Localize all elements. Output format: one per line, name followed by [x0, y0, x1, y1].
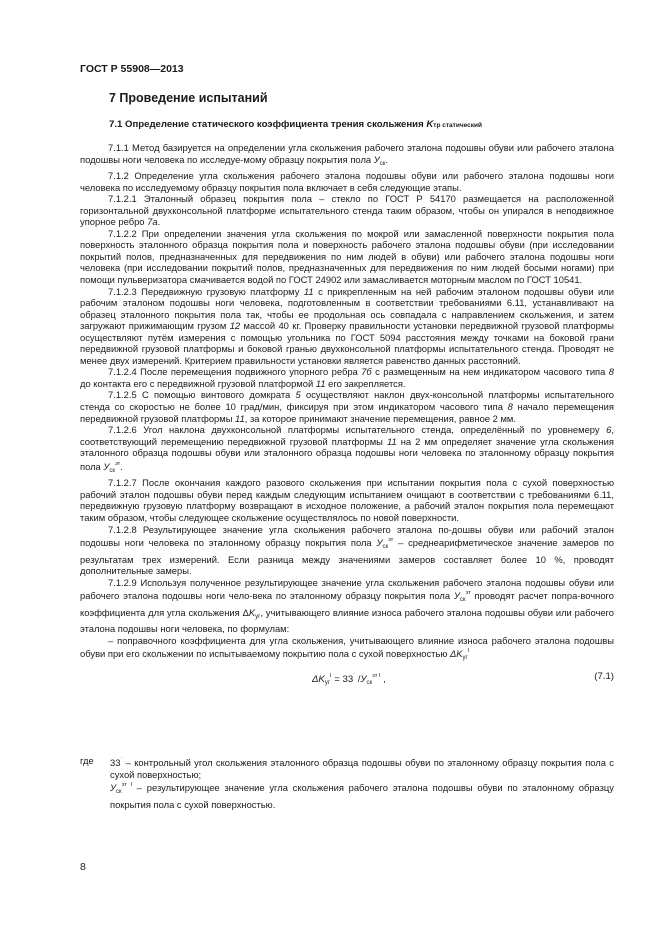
dash-item: – поправочного коэффициента для угла скольжения, учитывающего влияние износа рабочего эталона подошвы обуви при его скольжении по испытываемому покрытию пола с сухой поверхностью $\Delta K_{уг}^I$ [80, 634, 614, 662]
subsection-title-text: 7.1 Определение статического коэффициента трения скольжения [109, 119, 427, 130]
paragraph-7-1-1: 7.1.1 Метод базируется на определении угла скольжения рабочего эталона подошвы обуви или рабочего эталона подошвы ноги человека по исследуе-мому образцу покрытия пола $У_{ск}$. [80, 142, 614, 167]
paragraph-7-1-2-9: 7.1.2.9 Используя полученное результирующее значение угла скольжения рабочего эталона подошвы обуви или рабочего эталона подошвы ноги чело-века по эталонному образцу покрытия пола $У_{ск}^{эт}$ проводят расчет попра-вочного коэффициента для угла скольжения $\Delta K_{уг}$, учитывающего влияние износа рабочего эталона подошвы обуви или рабочего эталона подошвы ноги человека, по формулам: [80, 576, 614, 635]
paragraph-7-1-2-2: 7.1.2.2 При определении значения угла скольжения по мокрой или замасленной поверхности покрытия пола поверхность эталонного образца покрытия пола и поверхность рабочего эталона подошвы обуви (при исследовании покрытий полов, предназначенных для передвижения по ним людей в обуви) или рабочего эталона подошвы ноги человека (при исследовании покрытий полов, предназначенных для передвижения по ним людей босыми ногами) при помощи пульверизатора смачивается водой по ГОСТ 24902 или замасливается моторным маслом по ГОСТ 10541. [80, 227, 614, 286]
legend-item-1: $33^ˈ$ – контрольный угол скольжения эталонного образца подошвы обуви по эталонному образцу покрытия пола с сухой поверхностью; [110, 757, 614, 780]
paragraph-7-1-2-5: 7.1.2.5 С помощью винтового домкрата 5 осуществляют наклон двух-консольной платформы испытательного стенда со скоростью не более 10 град/мин, фиксируя при этом индикатором часового типа 8 начало перемещения передвижной грузовой платформы 11, за которое принимают значение перемещения, равное 2 мм. [80, 389, 614, 424]
section-title: 7 Проведение испытаний [109, 91, 268, 105]
paragraph-7-1-2-8: 7.1.2.8 Результирующее значение угла скольжения рабочего эталона по-дошвы обуви или рабочий эталон подошвы ноги человека по эталонному образцу покрытия пола $У_{ск}^{эт}$ – среднеарифметическое значение замеров по результатам трех измерений. Если разница между значениями замеров составляет более 10 %, проводят дополнительные замеры. [80, 523, 614, 577]
where-label: где [80, 755, 94, 766]
paragraph-7-1-2-7: 7.1.2.7 После окончания каждого разового скольжения при испытании покрытия пола с сухой поверхностью рабочий эталон подошвы обуви перед каждым следующим испытанием очищают в соответствии с требованиями 6.11, передвижную грузовую платформу возвращают в исходное положение, а рабочий эталон покрытия пола перемещают таким образом, чтобы следующее скольжение осуществлялось по новой поверхности. [80, 477, 614, 523]
formula-expression: $\Delta K_{уг}^I = 33^ˈ$ $/У_{ск}^{эт I}$ , [312, 672, 386, 686]
paragraph-7-1-2-1: 7.1.2.1 Эталонный образец покрытия пола – стекло по ГОСТ Р 54170 размещается на расположенной горизонтальной двухконсольной платформе испытательного стенда таким образом, чтобы он упирался в неподвижное упорное ребро 7а. [80, 193, 614, 228]
formula-number: (7.1) [594, 670, 614, 682]
body-text [80, 142, 614, 689]
legend-definitions [110, 755, 614, 810]
k-symbol: K [426, 119, 434, 130]
paragraph-7-1-2-4: 7.1.2.4 После перемещения подвижного упорного ребра 7б с размещенным на нем индикатором часового типа 8 до контакта его с передвижной грузовой платформой 11 его закрепляется. [80, 366, 614, 389]
paragraph-7-1-2-6: 7.1.2.6 Угол наклона двухконсольной платформы испытательного стенда, определённый по уровнемеру 6, соответствующий перемещению передвижной грузовой платформы 11 на 2 мм определяет значение угла скольжения эталонного образца подошвы обуви или эталонного образца подошвы ноги человека по эталонному образцу покрытия пола $У_{ск}^{эт}$. [80, 424, 614, 474]
paragraph-7-1-2-3: 7.1.2.3 Передвижную грузовую платформу 11 с прикрепленным на ней рабочим эталоном подошвы обуви или рабочим эталоном подошвы ноги человека, подготовленным в соответствии требованиями 6.11, устанавливают на образец эталонного покрытия пола так, чтобы ее продольная ось совпадала с направлением скольжения, и затем загружают прижимающим грузом 12 массой 40 кг. Проверку правильности установки передвижной грузовой платформы осуществляют путём измерения с помощью угольника по ГОСТ 5094 расстояния между точками на боковой грани передвижной грузовой платформы и боковой гранью двухконсольной платформы испытательного стенда. Проводят не менее двух измерений. Критерием правильности установки является равенство данных расстояний. [80, 285, 614, 366]
k-subscript: тр статический [433, 122, 483, 129]
paragraph-7-1-2: 7.1.2 Определение угла скольжения рабочего эталона подошвы обуви или рабочего эталона подошвы ноги человека по исследуемому образцу покрытия пола включает в себя следующие этапы. [80, 170, 614, 193]
subsection-title [109, 119, 482, 130]
formula-7-1 [80, 667, 614, 689]
formula-legend [80, 755, 614, 810]
page-number: 8 [80, 861, 86, 873]
document-header: ГОСТ Р 55908—2013 [80, 63, 184, 75]
legend-item-2: $У_{ск}^{эт I}$ – результирующее значение угла скольжения рабочего эталона подошвы обуви по эталонному образцу покрытия пола с сухой поверхностью. [110, 782, 614, 810]
